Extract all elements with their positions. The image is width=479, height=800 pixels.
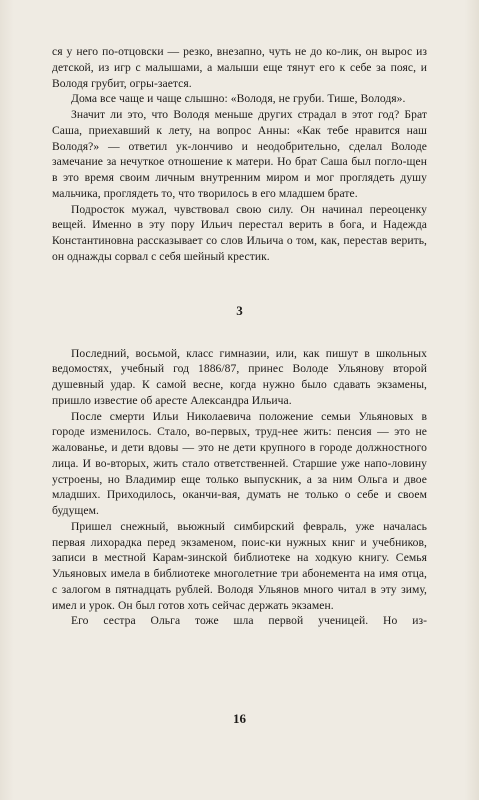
text-column	[52, 44, 427, 629]
paragraph: Подросток мужал, чувствовал свою силу. Он начинал переоценку вещей. Именно в эту пору Ильич перестал верить в бога, и Надежда Константиновна рассказывает со слов Ильича о том, как, перестав верить, он однажды сорвал с себя шейный крестик.	[52, 202, 427, 263]
paragraph: Пришел снежный, вьюжный симбирский февраль, уже началась первая лихорадка перед экзаменом, поис-ки нужных книг и учебников, записи в местной Карам-зинской библиотеке на ходкую книгу. Семья Ульяновых имела в библиотеке многолетние три абонемента на имя отца, с залогом в пятнадцать рублей. Володя Ульянов много читал в эту зиму, имел и урок. Он был готов хоть сейчас держать экзамен.	[52, 519, 427, 612]
paragraph: Последний, восьмой, класс гимназии, или, как пишут в школьных ведомостях, учебный год 1886/87, принес Володе Ульянову второй душевный удар. К самой весне, когда нужно было сдавать экзамены, пришло известие об аресте Александра Ильича.	[52, 346, 427, 407]
paragraph: Дома все чаще и чаще слышно: «Володя, не груби. Тише, Володя».	[71, 92, 406, 106]
section-number: 3	[236, 302, 243, 318]
paragraph: Значит ли это, что Володя меньше других страдал в этот год? Брат Саша, приехавший к лету, на вопрос Анны: «Как тебе нравится наш Володя?» — ответил ук-лончиво и неодобрительно, сделал Володе замечание за нечуткое отношение к матери. Но брат Саша был погло-щен в это время своим личным внутренним миром и мог проглядеть душу мальчика, проглядеть то, что творилось в его младшем брате.	[52, 108, 427, 200]
paragraph: ся у него по-отцовски — резко, внезапно, чуть не до ко-лик, он вырос из детской, из игр с малышами, а малыши еще тянут его к себе за пояс, и Володя грубит, огры-зается.	[52, 45, 427, 90]
page-number: 16	[233, 711, 246, 726]
paragraph: После смерти Ильи Николаевича положение семьи Ульяновых в городе изменилось. Стало, во-первых, труд-нее жить: пенсия — это не жалованье, и дети вдовы — это не дети крупного в городе должностного лица. И во-вторых, жить стало ответственней. Старшие уже напо-ловину устроены, но Владимир еще только выпускник, а за ним Ольга и двое младших. Приходилось, оканчи-вая, думать не только о себе и своем будущем.	[52, 409, 427, 517]
paragraph: Его сестра Ольга тоже шла первой ученицей. Но из-	[71, 614, 427, 628]
